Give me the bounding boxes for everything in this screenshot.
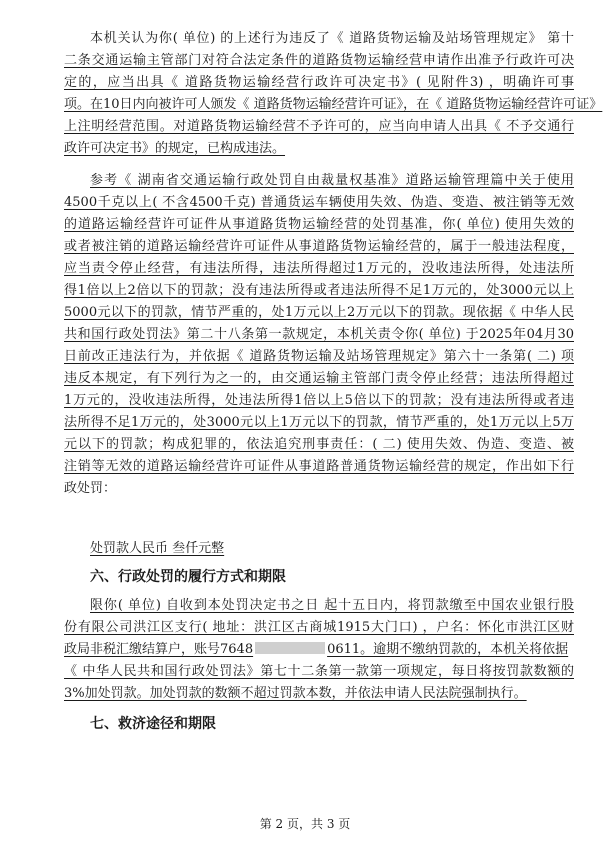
text-line: 违反本规定，有下列行为之一的，由交通运输主管部门责令停止经营；违法所得超过 [64,371,574,386]
text-line: 3%加处罚款。加处罚款的数额不超过罚款本数，并依法申请人民法院强制执行。 [64,686,527,701]
text-line: 定的，应当出具《 道路货物运输经营行政许可决定书》( 见附件3) ，明确许可事 [64,75,574,90]
text-line: 应当责令停止经营，有违法所得，违法所得超过1万元的，没收违法所得，处违法所 [64,261,574,276]
text-line: 日前改正违法行为，并依据《 道路货物运输及站场管理规定》第六十一条第( 二) 项 [64,349,574,364]
text-line: 元以下的罚款；构成犯罪的，依法追究刑事责任：( 二) 使用失效、伪造、变造、被 [64,437,574,452]
redacted-account-digits [255,642,325,654]
text-line: 项。在10日内向被许可人颁发《 道路货物运输经营许可证》，在《 道路货物运输经营许可证》 [64,97,603,112]
text-line: 注销等无效的道路运输经营许可证件从事道路普通货物运输经营的规定，作出如下行 [64,459,574,474]
text-line: 法所得不足1万元的，处3000元以上1万元以下的罚款，情节严重的，处1万元以上5万 [64,415,574,430]
text-line: 上注明经营范围。对道路货物运输经营不予许可的，应当向申请人出具《 不予交通行 [64,119,574,134]
text-line: 1万元的，没收违法所得，处违法所得1倍以上5倍以下的罚款；没有违法所得或者违 [64,393,574,408]
text-line: 或者被注销的道路运输经营许可证件从事道路货物运输经营的，属于一般违法程度， [64,239,574,254]
text-line: 政处罚： [64,481,117,496]
section-heading-6: 六、行政处罚的履行方式和期限 [90,569,286,585]
section-heading-7: 七、救济途径和期限 [90,716,216,732]
text-line: 政许可决定书》的规定，已构成违法。 [64,141,286,156]
penalty-amount: 处罚款人民币 叁仟元整 [90,541,225,556]
account-suffix: 0611。逾期不缴纳罚款的，本机关将依据 [327,642,569,657]
text-line: 本机关认为你( 单位) 的上述行为违反了《 道路货物运输及站场管理规定》 第十 [90,31,574,46]
text-line: 的道路运输经营许可证件从事道路货物运输经营的处罚基准，你( 单位) 使用失效的 [64,217,574,232]
text-line: 4500千克以上( 不含4500千克) 普通货运车辆使用失效、伪造、变造、被注销等无效 [64,195,574,210]
text-line: 得1倍以上2倍以下的罚款；没有违法所得或者违法所得不足1万元的，处3000元以上 [64,283,574,298]
text-line: 二条交通运输主管部门对符合法定条件的道路货物运输经营申请作出准予行政许可决 [64,53,574,68]
text-line: 参考《 湖南省交通运输行政处罚自由裁量权基准》道路运输管理篇中关于使用 [90,173,574,188]
account-line [64,642,574,658]
account-prefix: 政局非税汇缴结算户，账号7648 [64,642,254,657]
text-line: 份有限公司洪江区支行( 地址：洪江区古商城1915大门口) ，户名：怀化市洪江区财 [64,620,574,635]
text-line: 《 中华人民共和国行政处罚法》第七十二条第一款第一项规定，每日将按罚款数额的 [64,664,574,679]
page-number: 第 2 页，共 3 页 [259,817,351,831]
text-line: 限你( 单位) 自收到本处罚决定书之日 起十五日内，将罚款缴至中国农业银行股 [90,598,574,613]
text-line: 共和国行政处罚法》第二十八条第一款规定，本机关责令你( 单位) 于2025年04月30 [64,327,574,342]
text-line: 5000元以下的罚款，情节严重的，处1万元以上2万元以下的罚款。现依据《 中华人民 [64,305,574,320]
